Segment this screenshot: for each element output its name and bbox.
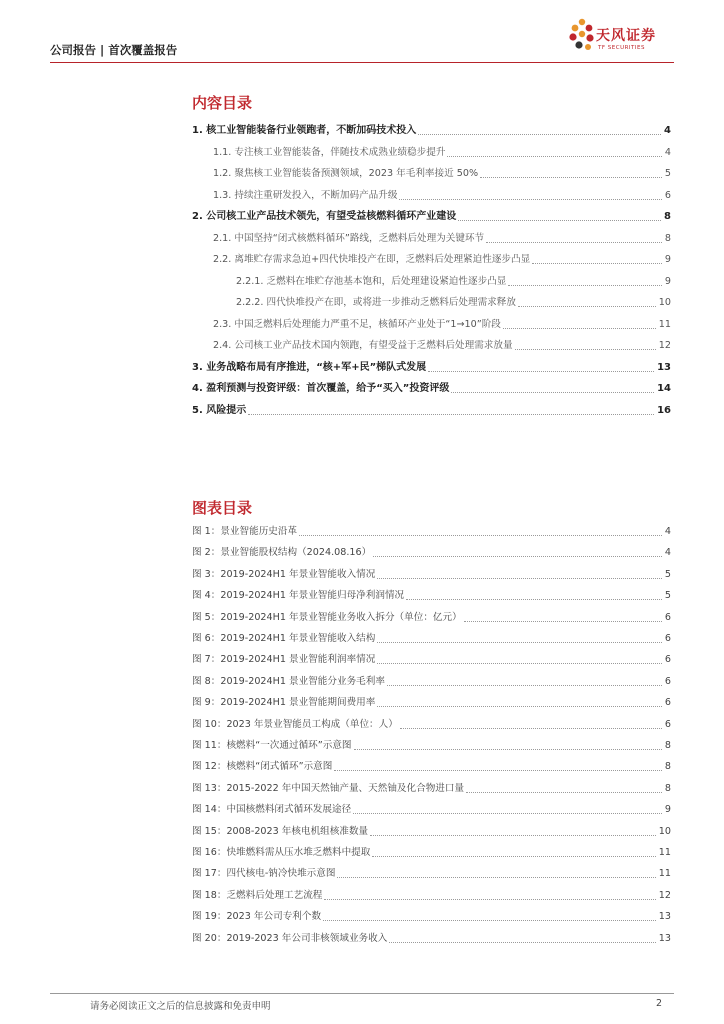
figure-entry-text: 图 3：2019-2024H1 年景业智能收入情况 xyxy=(192,568,376,580)
toc-entry-page: 14 xyxy=(657,383,671,394)
figure-entry-text: 图 8：2019-2024H1 景业智能分业务毛利率 xyxy=(192,675,385,687)
toc-entry[interactable] xyxy=(192,361,671,375)
toc-entry-page: 16 xyxy=(657,404,671,416)
toc-entry[interactable] xyxy=(192,275,671,289)
figure-entry-page: 8 xyxy=(664,761,671,773)
figure-entry-text: 图 9：2019-2024H1 景业智能期间费用率 xyxy=(192,697,376,709)
toc-entry-text: 1.1. 专注核工业智能装备，伴随技术成熟业绩稳步提升 xyxy=(213,146,446,158)
figure-entry[interactable] xyxy=(192,739,671,753)
logo-subtext: TF SECURITIES xyxy=(598,45,645,51)
toc-entry-text: 2.1. 中国坚持“闭式核燃料循环”路线，乏燃料后处理为关键环节 xyxy=(213,232,485,244)
figure-entry-page: 6 xyxy=(664,697,671,709)
toc-entry-page: 5 xyxy=(664,168,671,179)
figure-entry[interactable] xyxy=(192,589,671,603)
logo-text: 天风证券 xyxy=(596,28,656,44)
logo-mark-icon xyxy=(568,18,598,52)
figure-entry-page: 8 xyxy=(664,782,671,794)
figure-entry[interactable] xyxy=(192,653,671,667)
toc-entry-text: 2.2. 离堆贮存需求急迫+四代快堆投产在即，乏燃料后处理紧迫性逐步凸显 xyxy=(213,254,531,265)
toc-entry-page: 8 xyxy=(664,232,671,244)
figure-entry[interactable] xyxy=(192,611,671,625)
figure-entry[interactable] xyxy=(192,889,671,903)
figure-entry[interactable] xyxy=(192,760,671,774)
toc-entry[interactable] xyxy=(192,296,671,310)
figure-leader-dots xyxy=(377,578,662,579)
figure-entry[interactable] xyxy=(192,718,671,732)
figure-leader-dots xyxy=(377,663,662,664)
figure-entry-page: 6 xyxy=(664,654,671,666)
toc-leader-dots xyxy=(486,242,662,243)
toc-leader-dots xyxy=(508,285,662,286)
toc-leader-dots xyxy=(447,156,662,157)
figure-entry-text: 图 5：2019-2024H1 年景业智能业务收入拆分（单位：亿元） xyxy=(192,611,462,623)
figure-entry-page: 5 xyxy=(664,590,671,602)
figure-entry[interactable] xyxy=(192,825,671,839)
toc-leader-dots xyxy=(451,392,654,393)
figure-leader-dots xyxy=(400,728,662,729)
figure-leader-dots xyxy=(353,813,662,814)
figure-leader-dots xyxy=(377,706,662,707)
figure-entry-text: 图 11：核燃料“一次通过循环”示意图 xyxy=(192,740,352,751)
figure-entry[interactable] xyxy=(192,632,671,646)
toc-entry[interactable] xyxy=(192,382,671,396)
figure-entry-text: 图 16：快堆燃料需从压水堆乏燃料中提取 xyxy=(192,847,371,858)
figure-entry[interactable] xyxy=(192,782,671,796)
figure-leader-dots xyxy=(337,877,656,878)
figure-leader-dots xyxy=(406,599,662,600)
figure-entry-page: 6 xyxy=(664,611,671,623)
figure-entry-page: 5 xyxy=(664,568,671,580)
toc-leader-dots xyxy=(532,263,662,264)
figure-leader-dots xyxy=(466,792,662,793)
toc-entry[interactable] xyxy=(192,167,671,181)
figure-entry-page: 4 xyxy=(664,526,671,537)
figures-title: 图表目录 xyxy=(192,499,253,517)
figure-entry-page: 6 xyxy=(664,718,671,730)
figure-entry[interactable] xyxy=(192,803,671,817)
toc-entry-text: 2.2.2. 四代快堆投产在即，或将进一步推动乏燃料后处理需求释放 xyxy=(236,297,516,308)
figure-entry-text: 图 20：2019-2023 年公司非核领域业务收入 xyxy=(192,932,388,944)
toc-leader-dots xyxy=(418,134,661,135)
toc-leader-dots xyxy=(458,220,661,221)
toc-entry[interactable] xyxy=(192,146,671,160)
figure-leader-dots xyxy=(464,621,662,622)
toc-entry[interactable] xyxy=(192,404,671,418)
footer-rule xyxy=(50,993,674,994)
toc-entry-page: 10 xyxy=(658,297,671,308)
toc-leader-dots xyxy=(503,328,656,329)
figure-leader-dots xyxy=(324,899,656,900)
figure-entry-text: 图 12：核燃料“闭式循环”示意图 xyxy=(192,761,333,773)
toc-entry-text: 2.3. 中国乏燃料后处理能力严重不足，核循环产业处于“1→10”阶段 xyxy=(213,318,501,330)
figure-leader-dots xyxy=(372,856,656,857)
figure-entry-text: 图 15：2008-2023 年核电机组核准数量 xyxy=(192,825,369,837)
figure-leader-dots xyxy=(373,556,662,557)
toc-entry-page: 4 xyxy=(664,146,671,158)
figure-leader-dots xyxy=(389,942,656,943)
figure-leader-dots xyxy=(387,685,662,686)
figure-entry-text: 图 18：乏燃料后处理工艺流程 xyxy=(192,889,323,901)
figure-entry[interactable] xyxy=(192,546,671,560)
toc-leader-dots xyxy=(515,349,656,350)
figure-leader-dots xyxy=(377,642,662,643)
figure-leader-dots xyxy=(323,920,656,921)
toc-entry-page: 8 xyxy=(664,211,671,222)
figure-leader-dots xyxy=(299,535,662,536)
toc-entry-text: 3. 业务战略布局有序推进，“核+军+民”梯队式发展 xyxy=(192,361,427,373)
figure-entry-page: 9 xyxy=(664,804,671,816)
toc-entry-page: 9 xyxy=(664,254,671,265)
figure-leader-dots xyxy=(334,770,662,771)
toc-entry[interactable] xyxy=(192,339,671,353)
toc-entry[interactable] xyxy=(192,189,671,203)
toc-title: 内容目录 xyxy=(192,94,253,112)
figure-entry-page: 4 xyxy=(664,547,671,559)
figure-entry[interactable] xyxy=(192,696,671,710)
figure-entry-page: 8 xyxy=(664,740,671,751)
toc-leader-dots xyxy=(248,414,654,415)
toc-leader-dots xyxy=(428,371,654,372)
toc-leader-dots xyxy=(480,177,662,178)
header-title: 公司报告 | 首次覆盖报告 xyxy=(50,43,178,57)
footer-disclaimer: 请务必阅读正文之后的信息披露和免责申明 xyxy=(90,1001,271,1012)
figure-entry-text: 图 14：中国核燃料闭式循环发展途径 xyxy=(192,804,352,816)
figure-entry[interactable] xyxy=(192,675,671,689)
figure-leader-dots xyxy=(370,835,656,836)
figure-entry-page: 11 xyxy=(658,868,671,880)
toc-entry-text: 1.2. 聚焦核工业智能装备预测领域，2023 年毛利率接近 50% xyxy=(213,168,479,179)
figure-entry-text: 图 17：四代核电-钠冷快堆示意图 xyxy=(192,868,336,880)
toc-entry-text: 2.2.1. 乏燃料在堆贮存池基本饱和，后处理建设紧迫性逐步凸显 xyxy=(236,275,507,287)
toc-entry[interactable] xyxy=(192,210,671,224)
figure-entry-text: 图 6：2019-2024H1 年景业智能收入结构 xyxy=(192,633,376,644)
toc-entry-page: 9 xyxy=(664,275,671,287)
figure-leader-dots xyxy=(354,749,662,750)
figure-entry-page: 12 xyxy=(658,889,671,901)
figure-entry-text: 图 2：景业智能股权结构（2024.08.16） xyxy=(192,547,372,559)
toc-entry-page: 11 xyxy=(658,318,671,330)
toc-entry-text: 5. 风险提示 xyxy=(192,404,247,416)
figure-entry-page: 6 xyxy=(664,633,671,644)
toc-entry-text: 4. 盈利预测与投资评级：首次覆盖，给予“买入”投资评级 xyxy=(192,383,450,394)
header-rule xyxy=(50,62,674,63)
figure-entry[interactable] xyxy=(192,932,671,946)
toc-entry-text: 2. 公司核工业产品技术领先，有望受益核燃料循环产业建设 xyxy=(192,211,457,222)
figure-entry-text: 图 1：景业智能历史沿革 xyxy=(192,526,298,537)
figure-entry[interactable] xyxy=(192,568,671,582)
figure-entry-text: 图 7：2019-2024H1 景业智能利润率情况 xyxy=(192,654,376,666)
toc-entry-text: 1. 核工业智能装备行业领跑者，不断加码技术投入 xyxy=(192,125,417,136)
toc-entry[interactable] xyxy=(192,253,671,267)
toc-entry-page: 6 xyxy=(664,189,671,201)
figure-entry-text: 图 19：2023 年公司专利个数 xyxy=(192,911,322,923)
figure-entry[interactable] xyxy=(192,525,671,539)
figure-entry-page: 11 xyxy=(658,847,671,858)
toc-entry[interactable] xyxy=(192,318,671,332)
toc-entry-text: 1.3. 持续注重研发投入，不断加码产品升级 xyxy=(213,189,398,201)
figure-entry-page: 13 xyxy=(658,932,671,944)
figure-entry[interactable] xyxy=(192,867,671,881)
figure-entry[interactable] xyxy=(192,910,671,924)
figure-entry-text: 图 13：2015-2022 年中国天然铀产量、天然铀及化合物进口量 xyxy=(192,782,465,794)
toc-entry-page: 13 xyxy=(657,361,671,373)
toc-entry-page: 4 xyxy=(664,125,671,136)
toc-entry[interactable] xyxy=(192,124,671,138)
figure-entry-text: 图 4：2019-2024H1 年景业智能归母净利润情况 xyxy=(192,590,405,602)
page-number: 2 xyxy=(656,998,663,1009)
toc-leader-dots xyxy=(518,306,656,307)
figure-entry-text: 图 10：2023 年景业智能员工构成（单位：人） xyxy=(192,718,398,730)
figure-entry-page: 10 xyxy=(658,825,671,837)
toc-entry[interactable] xyxy=(192,232,671,246)
toc-leader-dots xyxy=(399,199,662,200)
figure-entry[interactable] xyxy=(192,846,671,860)
toc-entry-page: 12 xyxy=(658,340,671,351)
toc-entry-text: 2.4. 公司核工业产品技术国内领跑，有望受益于乏燃料后处理需求放量 xyxy=(213,340,513,351)
figure-entry-page: 13 xyxy=(658,911,671,923)
figure-entry-page: 6 xyxy=(664,675,671,687)
